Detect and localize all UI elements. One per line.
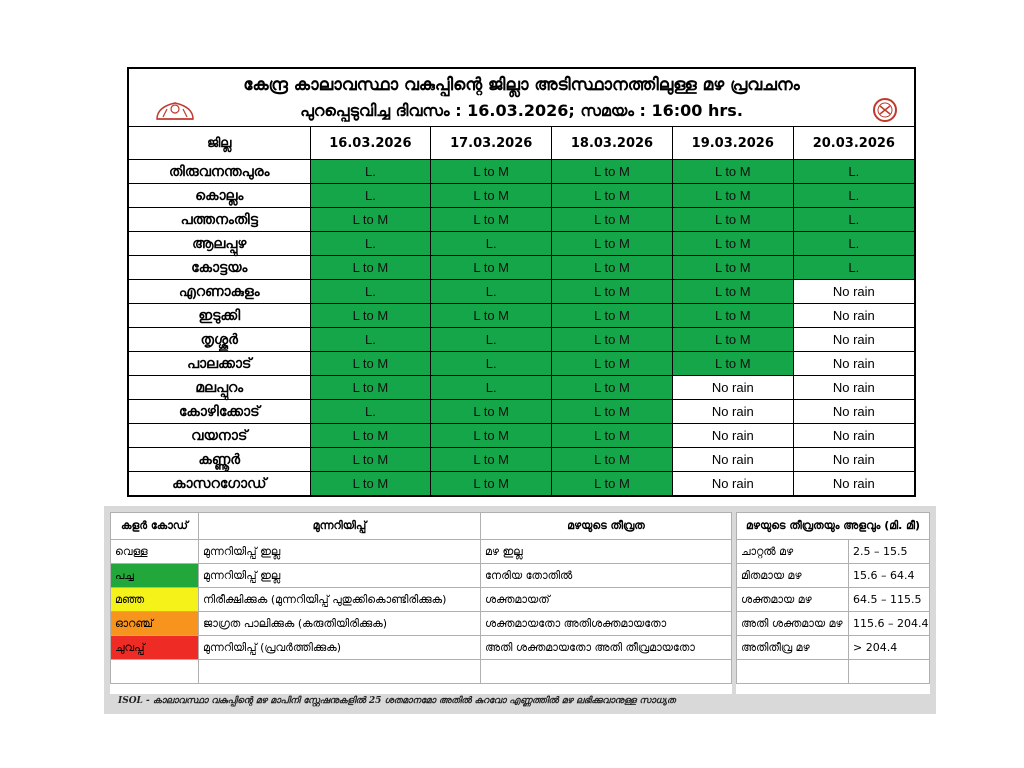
forecast-cell: L to M (310, 376, 431, 400)
amount-empty-row (737, 660, 930, 684)
district-name: മലപ്പുറം (129, 376, 310, 400)
district-name: എറണാകുളം (129, 280, 310, 304)
district-header: ജില്ല (129, 127, 310, 160)
isol-footnote: ISOL - കാലാവസ്ഥാ വകുപ്പിന്റെ മഴ മാപിനി സ്റ്റേഷനുകളിൽ 25 ശതമാനമോ അതിൽ കുറവോ എണ്ണത്തിൽ മഴ ലഭിക്കുവാനുള്ള സാധ്യത (118, 696, 676, 706)
forecast-cell: L to M (310, 424, 431, 448)
date-header: 18.03.2026 (552, 127, 673, 160)
color-code-table (110, 512, 732, 684)
forecast-cell: L to M (431, 304, 552, 328)
district-name: വയനാട് (129, 424, 310, 448)
district-rain-forecast-table (127, 67, 916, 497)
forecast-cell: No rain (793, 280, 914, 304)
rain-category: മിതമായ മഴ (737, 564, 849, 588)
forecast-cell: L to M (431, 208, 552, 232)
legend-header-row (111, 513, 732, 540)
table-row (129, 328, 914, 352)
forecast-cell: L to M (431, 448, 552, 472)
district-name: ഇടുക്കി (129, 304, 310, 328)
forecast-cell: L to M (431, 400, 552, 424)
forecast-grid (129, 127, 914, 495)
table-row (129, 424, 914, 448)
forecast-cell: No rain (793, 424, 914, 448)
forecast-cell: L. (793, 232, 914, 256)
legend-row (111, 636, 732, 660)
table-row (129, 280, 914, 304)
table-row (129, 232, 914, 256)
intensity-text: ശക്തമായതോ അതിശക്തമായതോ (481, 612, 732, 636)
forecast-cell: L to M (552, 424, 673, 448)
date-header: 16.03.2026 (310, 127, 431, 160)
district-name: ആലപ്പുഴ (129, 232, 310, 256)
forecast-cell: L to M (672, 280, 793, 304)
rain-category: അതി ശക്തമായ മഴ (737, 612, 849, 636)
empty-cell (737, 660, 849, 684)
forecast-cell: L to M (552, 208, 673, 232)
forecast-cell: L to M (431, 184, 552, 208)
forecast-cell: L to M (552, 376, 673, 400)
intensity-text: മഴ ഇല്ല (481, 540, 732, 564)
empty-cell (111, 660, 199, 684)
amount-header: മഴയുടെ തീവ്രതയും അളവും (മി. മീ) (737, 513, 930, 540)
forecast-cell: L. (793, 184, 914, 208)
color-swatch-label: ചുവപ്പ് (111, 636, 199, 660)
intensity-header: മഴയുടെ തീവ്രത (481, 513, 732, 540)
rain-category: അതിതീവ്ര മഴ (737, 636, 849, 660)
forecast-cell: L. (431, 280, 552, 304)
forecast-cell: L to M (672, 232, 793, 256)
color-swatch-label: മഞ്ഞ (111, 588, 199, 612)
forecast-header-row (129, 127, 914, 160)
forecast-cell: L to M (310, 208, 431, 232)
forecast-cell: L. (310, 280, 431, 304)
amount-row (737, 636, 930, 660)
forecast-cell: No rain (793, 304, 914, 328)
color-swatch-label: ഓറഞ്ച് (111, 612, 199, 636)
table-row (129, 472, 914, 496)
forecast-cell: L to M (310, 304, 431, 328)
forecast-cell: L. (310, 400, 431, 424)
forecast-cell: L. (431, 232, 552, 256)
forecast-cell: L to M (552, 184, 673, 208)
forecast-cell: L. (431, 328, 552, 352)
kerala-emblem-icon (153, 99, 197, 121)
district-name: തിരുവനന്തപുരം (129, 160, 310, 184)
forecast-cell: L to M (552, 328, 673, 352)
rain-category: ശക്തമായ മഴ (737, 588, 849, 612)
empty-cell (199, 660, 481, 684)
rain-range: > 204.4 (849, 636, 930, 660)
amount-row (737, 588, 930, 612)
table-row (129, 304, 914, 328)
forecast-cell: No rain (793, 472, 914, 496)
forecast-cell: L. (793, 256, 914, 280)
forecast-title-line1: കേന്ദ്ര കാലാവസ്ഥാ വകുപ്പിന്റെ ജില്ലാ അടിസ്ഥാനത്തിലുള്ള മഴ പ്രവചനം (243, 75, 800, 95)
amount-row (737, 540, 930, 564)
forecast-cell: No rain (672, 424, 793, 448)
amount-header-row (737, 513, 930, 540)
color-code-header: കളർ കോഡ് (111, 513, 199, 540)
intensity-text: അതി ശക്തമായതോ അതി തീവ്രമായതോ (481, 636, 732, 660)
forecast-cell: No rain (793, 376, 914, 400)
forecast-cell: L. (431, 352, 552, 376)
rain-range: 2.5 – 15.5 (849, 540, 930, 564)
color-swatch-label: വെള്ള (111, 540, 199, 564)
forecast-cell: No rain (672, 448, 793, 472)
legend-row (111, 612, 732, 636)
forecast-cell: L to M (431, 256, 552, 280)
forecast-title-line2: പുറപ്പെടുവിച്ച ദിവസം : 16.03.2026; സമയം : 16:00 hrs. (300, 101, 743, 120)
color-swatch-label: പച്ച (111, 564, 199, 588)
table-row (129, 184, 914, 208)
warning-header: മുന്നറിയിപ്പ് (199, 513, 481, 540)
legend-row (111, 564, 732, 588)
color-code-legend (110, 512, 732, 694)
forecast-cell: No rain (672, 376, 793, 400)
forecast-cell: L. (310, 232, 431, 256)
forecast-cell: L to M (672, 208, 793, 232)
date-header: 19.03.2026 (672, 127, 793, 160)
legend-row (111, 540, 732, 564)
rain-range: 64.5 – 115.5 (849, 588, 930, 612)
intensity-text: നേരിയ തോതിൽ (481, 564, 732, 588)
imd-logo-icon (872, 97, 898, 123)
forecast-cell: L to M (431, 424, 552, 448)
forecast-cell: No rain (793, 328, 914, 352)
forecast-cell: L to M (552, 280, 673, 304)
forecast-cell: L to M (552, 472, 673, 496)
warning-text: ജാഗ്രത പാലിക്കുക (കരുതിയിരിക്കുക) (199, 612, 481, 636)
legend-empty-row (111, 660, 732, 684)
rain-range: 115.6 – 204.4 (849, 612, 930, 636)
forecast-cell: L to M (672, 352, 793, 376)
forecast-cell: L to M (552, 304, 673, 328)
warning-text: മുന്നറിയിപ്പ് ഇല്ല (199, 564, 481, 588)
forecast-cell: L to M (552, 160, 673, 184)
district-name: കോട്ടയം (129, 256, 310, 280)
district-name: കണ്ണൂർ (129, 448, 310, 472)
warning-text: മുന്നറിയിപ്പ് ഇല്ല (199, 540, 481, 564)
table-row (129, 448, 914, 472)
forecast-cell: L to M (431, 160, 552, 184)
rain-amount-table (736, 512, 930, 684)
forecast-cell: No rain (672, 400, 793, 424)
district-name: പത്തനംതിട്ട (129, 208, 310, 232)
district-name: കൊല്ലം (129, 184, 310, 208)
district-name: കാസറഗോഡ് (129, 472, 310, 496)
forecast-title (129, 69, 914, 127)
forecast-cell: L to M (431, 472, 552, 496)
forecast-cell: No rain (793, 448, 914, 472)
forecast-cell: L to M (552, 256, 673, 280)
forecast-cell: L. (310, 328, 431, 352)
forecast-cell: L. (431, 376, 552, 400)
legend-row (111, 588, 732, 612)
warning-text: മുന്നറിയിപ്പ് (പ്രവർത്തിക്കുക) (199, 636, 481, 660)
forecast-cell: L to M (672, 184, 793, 208)
district-name: തൃശ്ശൂർ (129, 328, 310, 352)
forecast-cell: L. (793, 160, 914, 184)
table-row (129, 352, 914, 376)
empty-cell (849, 660, 930, 684)
forecast-cell: L to M (310, 448, 431, 472)
forecast-cell: L to M (310, 352, 431, 376)
forecast-cell: No rain (793, 400, 914, 424)
rain-category: ചാറ്റൽ മഴ (737, 540, 849, 564)
rain-range: 15.6 – 64.4 (849, 564, 930, 588)
forecast-cell: L to M (552, 448, 673, 472)
forecast-cell: L to M (672, 160, 793, 184)
forecast-cell: No rain (672, 472, 793, 496)
table-row (129, 400, 914, 424)
intensity-text: ശക്തമായത് (481, 588, 732, 612)
forecast-cell: L to M (672, 328, 793, 352)
rain-amount-legend (736, 512, 930, 694)
table-row (129, 256, 914, 280)
district-name: പാലക്കാട് (129, 352, 310, 376)
forecast-cell: L to M (672, 256, 793, 280)
amount-row (737, 612, 930, 636)
forecast-cell: L to M (310, 256, 431, 280)
table-row (129, 160, 914, 184)
forecast-cell: L to M (310, 472, 431, 496)
forecast-cell: L to M (552, 352, 673, 376)
forecast-cell: L to M (552, 232, 673, 256)
empty-cell (481, 660, 732, 684)
table-row (129, 208, 914, 232)
forecast-cell: L to M (552, 400, 673, 424)
table-row (129, 376, 914, 400)
warning-text: നിരീക്ഷിക്കുക (മുന്നറിയിപ്പ് പുതുക്കികൊണ്ടിരിക്കുക) (199, 588, 481, 612)
forecast-cell: No rain (793, 352, 914, 376)
forecast-cell: L. (310, 160, 431, 184)
district-name: കോഴിക്കോട് (129, 400, 310, 424)
forecast-cell: L to M (672, 304, 793, 328)
date-header: 17.03.2026 (431, 127, 552, 160)
amount-row (737, 564, 930, 588)
date-header: 20.03.2026 (793, 127, 914, 160)
forecast-cell: L. (793, 208, 914, 232)
legend-panel (104, 506, 936, 714)
forecast-cell: L. (310, 184, 431, 208)
